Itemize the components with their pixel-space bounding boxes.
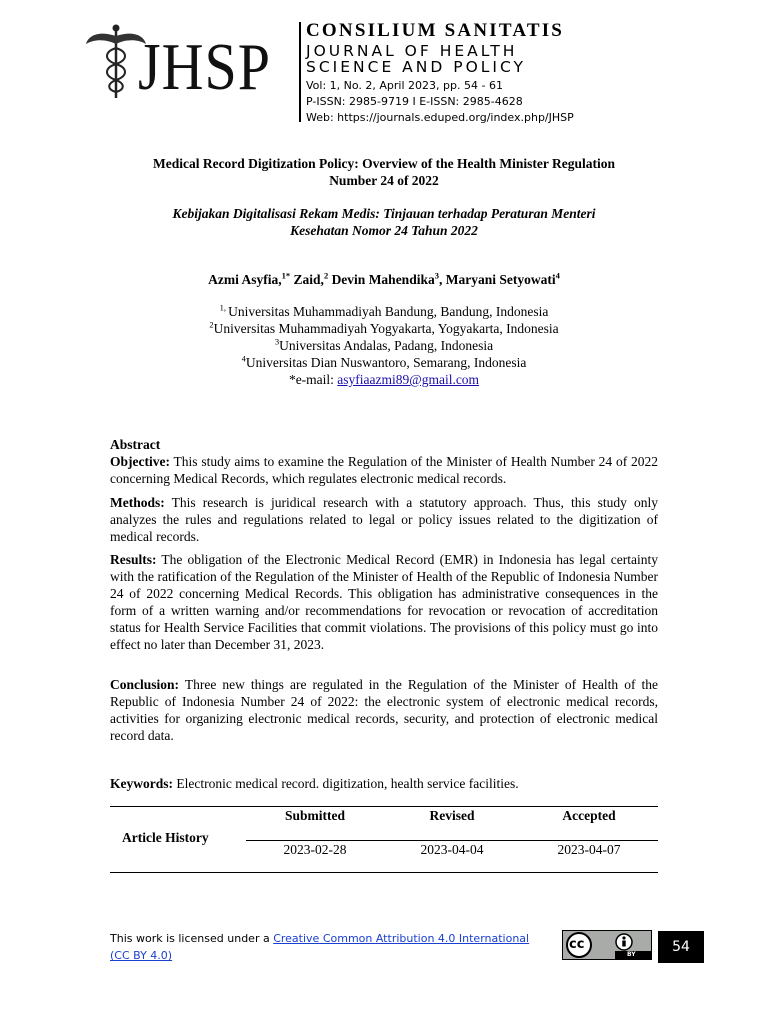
affiliation-sup: 1, [219, 302, 229, 313]
logo-wordmark: JHSP [138, 29, 271, 105]
paper-title [0, 155, 768, 189]
paper-title-line1: Medical Record Digitization Policy: Overview of the Health Minister Regulation [152, 156, 616, 171]
table-mid-rule [246, 840, 658, 841]
header-divider [299, 22, 301, 122]
affiliation-sup: 4 [241, 353, 246, 364]
author-name: , Maryani Setyowati [438, 272, 556, 287]
date-revised: 2023-04-04 [420, 842, 484, 857]
by-badge-text: BY [627, 951, 636, 958]
affiliation-text: Universitas Muhammadiyah Yogyakarta, Yogyakarta, Indonesia [213, 321, 559, 336]
affiliation [0, 303, 768, 320]
date-submitted: 2023-02-28 [283, 842, 347, 857]
header-revised: Revised [429, 808, 475, 823]
paper-subtitle-line2: Kesehatan Nomor 24 Tahun 2022 [290, 223, 478, 238]
journal-subtitle-line1: JOURNAL OF HEALTH [306, 42, 518, 60]
author-sup: 1* [281, 270, 291, 281]
keywords-text: Electronic medical record. digitization, health service facilities. [173, 776, 519, 791]
conclusion-label: Conclusion: [110, 677, 180, 692]
author-name: Devin Mahendika [328, 272, 435, 287]
header-accepted: Accepted [562, 808, 616, 823]
abstract-conclusion [110, 676, 658, 744]
page-number: 54 [658, 931, 704, 963]
journal-subtitle-line2: SCIENCE AND POLICY [306, 58, 526, 76]
abstract-objective [110, 453, 658, 487]
journal-web: Web: https://journals.eduped.org/index.php/JHSP [306, 111, 574, 124]
methods-label: Methods: [110, 495, 165, 510]
journal-issn: P-ISSN: 2985-9719 I E-ISSN: 2985-4628 [306, 95, 523, 108]
license-link[interactable]: Creative Common Attribution 4.0 International [273, 932, 530, 945]
author-list [0, 272, 768, 288]
affiliation-sup: 3 [274, 336, 280, 347]
email-line [0, 371, 768, 388]
license-statement [110, 930, 560, 964]
objective-text: This study aims to examine the Regulation of the Minister of Health Number 24 of 2022 concerning Medical Records, which regulates electronic medical records. [110, 454, 658, 486]
abstract-heading: Abstract [110, 437, 161, 452]
email-link[interactable]: asyfiaazmi89@gmail.com [337, 372, 480, 387]
affiliation [0, 337, 768, 354]
license-text: This work is licensed under a [110, 932, 274, 945]
affiliation-sup: 2 [209, 319, 214, 330]
affiliation-text: Universitas Andalas, Padang, Indonesia [279, 338, 494, 353]
author-sup: 2 [323, 270, 329, 281]
paper-subtitle-line1: Kebijakan Digitalisasi Rekam Medis: Tinjauan terhadap Peraturan Menteri [172, 206, 596, 221]
affiliation [0, 320, 768, 337]
cc-by-badge[interactable] [562, 930, 652, 960]
journal-volume: Vol: 1, No. 2, April 2023, pp. 54 - 61 [306, 79, 503, 92]
affiliation [0, 354, 768, 371]
author-name: Azmi Asyfia, [208, 272, 282, 287]
author-sup: 4 [555, 270, 560, 281]
caduceus-icon [86, 22, 146, 100]
abstract-methods [110, 494, 658, 545]
paper-subtitle [0, 205, 768, 239]
cc-badge-text: cc [569, 937, 585, 952]
keywords [110, 775, 658, 792]
author-sup: 3 [434, 270, 439, 281]
results-label: Results: [110, 552, 157, 567]
article-history-label: Article History [122, 830, 209, 845]
objective-label: Objective: [110, 454, 170, 469]
date-accepted: 2023-04-07 [557, 842, 621, 857]
abstract-results [110, 551, 658, 653]
paper-title-line2: Number 24 of 2022 [329, 173, 439, 188]
author-name: Zaid, [290, 272, 324, 287]
table-top-rule [110, 806, 658, 807]
email-label: *e-mail: [288, 372, 338, 387]
affiliation-text: Universitas Dian Nuswantoro, Semarang, Indonesia [245, 355, 527, 370]
journal-name: CONSILIUM SANITATIS [306, 20, 565, 41]
keywords-label: Keywords: [110, 776, 173, 791]
table-bottom-rule [110, 872, 658, 873]
results-text: The obligation of the Electronic Medical Record (EMR) in Indonesia has legal certainty with the ratification of the Regulation of the Minister of Health of the Republic of Indonesia Number 24 of 2022 concerning Medical Records. This obligation has administrative consequences in the form of a written warning and/or recommendations for revocation or revocation of accreditation status for Health Service Facilities that commit violations. The provisions of this policy must go into effect no later than December 31, 2023. [110, 552, 658, 652]
conclusion-text: Three new things are regulated in the Regulation of the Minister of Health of the Republic of Indonesia Number 24 of 2022: the electronic system of electronic medical records, activities for organizing electronic medical records, security, and protection of electronic medical record data. [110, 677, 658, 743]
methods-text: This research is juridical research with a statutory approach. Thus, this study only analyzes the rules and regulations related to legal or policy issues related to the digitization of medical records. [110, 495, 658, 544]
header-submitted: Submitted [284, 808, 345, 823]
affiliation-text: Universitas Muhammadiyah Bandung, Bandung, Indonesia [228, 304, 549, 319]
license-link-short[interactable]: (CC BY 4.0) [110, 949, 173, 962]
